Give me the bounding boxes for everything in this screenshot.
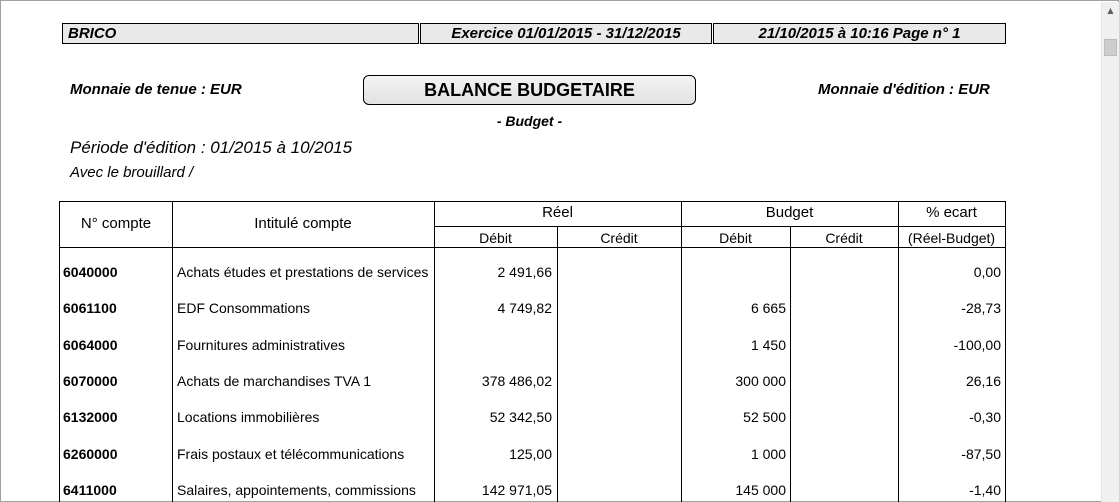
ecart-percent: -28,73 xyxy=(961,300,1001,316)
reel-debit: 52 342,50 xyxy=(489,409,552,425)
budget-debit: 300 000 xyxy=(735,373,786,389)
periode-edition: Période d'édition : 01/2015 à 10/2015 xyxy=(70,138,353,157)
budget-debit: 1 450 xyxy=(750,337,786,353)
account-number: 6260000 xyxy=(63,446,118,462)
reel-debit: 378 486,02 xyxy=(481,373,552,389)
report-title: BALANCE BUDGETAIRE xyxy=(363,75,696,105)
reel-debit: 142 971,05 xyxy=(481,482,552,498)
account-label: Achats de marchandises TVA 1 xyxy=(177,373,372,389)
table-row xyxy=(60,446,1005,476)
ecart-percent: -87,50 xyxy=(961,446,1001,462)
col-header-intitule: Intitulé compte xyxy=(254,215,352,232)
table-row xyxy=(60,482,1005,502)
reel-debit: 2 491,66 xyxy=(497,264,552,280)
ecart-percent: -0,30 xyxy=(969,409,1001,425)
date-page-header: 21/10/2015 à 10:16 Page n° 1 xyxy=(713,23,1006,44)
table-row xyxy=(60,409,1005,439)
company-header: BRICO xyxy=(62,23,419,44)
ecart-percent: -100,00 xyxy=(953,337,1001,353)
sub-header-budget-debit: Débit xyxy=(719,230,752,246)
sub-header-budget-credit: Crédit xyxy=(825,230,863,246)
account-label: EDF Consommations xyxy=(177,300,311,316)
sub-header-reel-credit: Crédit xyxy=(600,230,638,246)
account-number: 6411000 xyxy=(63,482,117,498)
account-number: 6064000 xyxy=(63,337,118,353)
account-number: 6132000 xyxy=(63,409,118,425)
budget-debit: 1 000 xyxy=(750,446,786,462)
ecart-percent: 0,00 xyxy=(973,264,1001,280)
ecart-percent: -1,40 xyxy=(969,482,1001,498)
scroll-up-arrow-icon[interactable]: ▲ xyxy=(1107,6,1114,15)
account-number: 6070000 xyxy=(63,373,118,389)
budget-debit: 6 665 xyxy=(750,300,786,316)
col-header-reel: Réel xyxy=(542,204,573,221)
table-row xyxy=(60,337,1005,367)
account-label: Frais postaux et télécommunications xyxy=(177,446,405,462)
report-subtitle: - Budget - xyxy=(496,113,563,129)
monnaie-edition-label: Monnaie d'édition : EUR xyxy=(818,81,990,98)
account-label: Salaires, appointements, commissions xyxy=(177,482,416,498)
col-header-budget: Budget xyxy=(765,204,814,221)
account-number: 6040000 xyxy=(63,264,118,280)
vertical-scrollbar[interactable] xyxy=(1101,2,1119,502)
sub-header-reel-debit: Débit xyxy=(479,230,512,246)
account-number: 6061100 xyxy=(63,300,117,316)
account-label: Achats études et prestations de services xyxy=(177,264,429,280)
ecart-percent: 26,16 xyxy=(965,373,1001,389)
monnaie-tenue-label: Monnaie de tenue : EUR xyxy=(70,81,242,98)
sub-header-ecart: (Réel-Budget) xyxy=(907,230,996,246)
account-label: Fournitures administratives xyxy=(177,337,346,353)
table-row xyxy=(60,264,1005,294)
budget-debit: 52 500 xyxy=(743,409,786,425)
col-header-ecart: % ecart xyxy=(926,204,977,221)
exercice-header: Exercice 01/01/2015 - 31/12/2015 xyxy=(420,23,712,44)
budget-debit: 145 000 xyxy=(735,482,786,498)
col-header-compte: N° compte xyxy=(80,215,152,232)
reel-debit: 125,00 xyxy=(509,446,552,462)
reel-debit: 4 749,82 xyxy=(497,300,552,316)
account-label: Locations immobilières xyxy=(177,409,320,425)
table-row xyxy=(60,373,1005,403)
balance-table xyxy=(59,201,1006,502)
table-row xyxy=(60,300,1005,330)
scrollbar-thumb[interactable] xyxy=(1104,39,1117,56)
brouillard-label: Avec le brouillard / xyxy=(70,164,194,181)
